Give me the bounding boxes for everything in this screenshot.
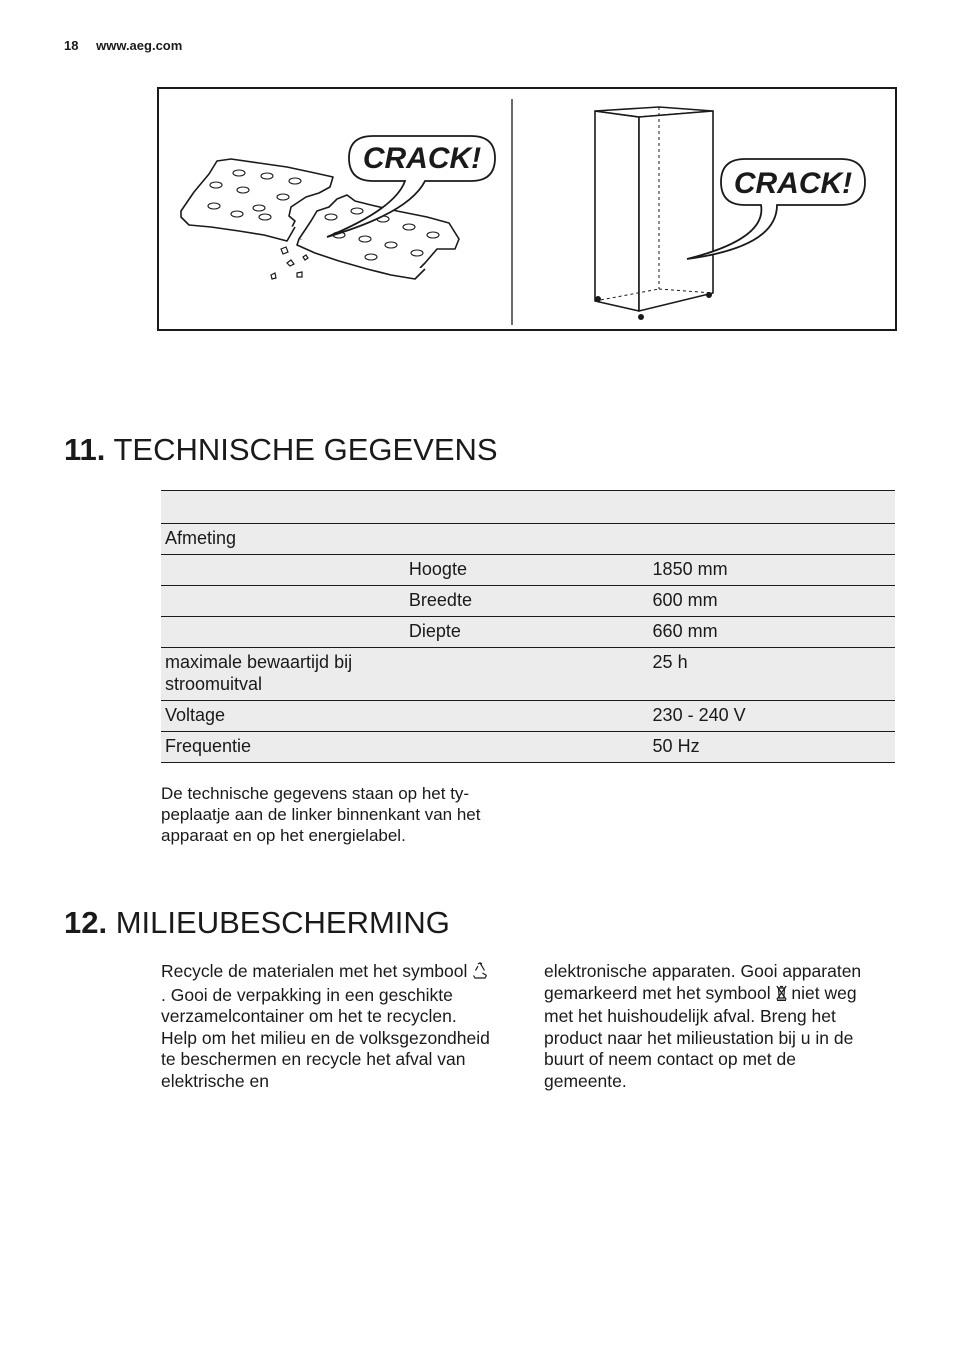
table-row: [161, 732, 895, 763]
table-cell: 50 Hz: [649, 732, 895, 763]
section-12-heading: MILIEUBESCHERMING: [115, 905, 450, 940]
table-cell: [649, 491, 895, 524]
table-cell: maximale bewaartijd bij stroomuitval: [161, 648, 405, 701]
table-row: [161, 524, 895, 555]
table-row: [161, 648, 895, 701]
table-cell: [405, 648, 649, 701]
table-cell: 25 h: [649, 648, 895, 701]
environment-right-column: [544, 961, 864, 1092]
table-row: [161, 555, 895, 586]
table-row: [161, 586, 895, 617]
page-number: 18: [64, 38, 79, 53]
left-crack-text: CRACK!: [362, 142, 482, 175]
table-cell: 660 mm: [649, 617, 895, 648]
recycle-icon: [472, 962, 488, 985]
recycle-text-1: Recycle de materialen met het symbool: [161, 961, 468, 981]
site-url: www.aeg.com: [96, 38, 183, 53]
section-12-number: 12.: [64, 905, 108, 940]
ice-fragments: [271, 247, 308, 279]
table-row: [161, 491, 895, 524]
table-cell: Hoogte: [405, 555, 649, 586]
table-cell: [405, 491, 649, 524]
fridge-icon: [595, 107, 713, 311]
ice-tray-right-half: [297, 195, 459, 279]
table-cell: [649, 524, 895, 555]
help-paragraph: Help om het milieu en de volksgezondheid te beschermen en recycle het afval van elektrische en: [161, 1027, 490, 1091]
table-cell: Afmeting: [161, 524, 405, 555]
table-row: [161, 701, 895, 732]
weee-paragraph: [544, 961, 864, 1092]
table-cell: [161, 617, 405, 648]
section-12-title: [64, 905, 450, 941]
table-cell: 1850 mm: [649, 555, 895, 586]
table-cell: 600 mm: [649, 586, 895, 617]
right-crack-text: CRACK!: [733, 167, 853, 200]
weee-text-1: elektronische apparaten. Gooi apparaten gemarkeerd met het symbool: [544, 961, 862, 1003]
table-cell: [161, 586, 405, 617]
table-cell: [161, 555, 405, 586]
crossed-bin-icon: [776, 985, 787, 1007]
weee-text-2: niet weg met het huishoudelijk afval. Breng het product naar het milieustation bij u in de buurt of neem contact op met de gemeente.: [544, 982, 857, 1091]
technical-data-table: [161, 490, 895, 763]
table-row: [161, 617, 895, 648]
table-cell: Frequentie: [161, 732, 405, 763]
environment-left-column: [161, 961, 491, 1092]
table-cell: [161, 491, 405, 524]
table-cell: Breedte: [405, 586, 649, 617]
table-cell: Voltage: [161, 701, 405, 732]
table-cell: [405, 701, 649, 732]
recycle-text-2: . Gooi de verpakking in een geschikte verzamelcontainer om het te recyclen.: [161, 984, 457, 1026]
page-header: [64, 38, 182, 53]
table-cell: Diepte: [405, 617, 649, 648]
table-cell: 230 - 240 V: [649, 701, 895, 732]
table-cell: [405, 524, 649, 555]
rating-plate-note: De technische gegevens staan op het ty-peplaatje aan de linker binnenkant van het apparaat en op het energielabel.: [161, 784, 481, 845]
crack-illustration: [157, 87, 897, 331]
section-11-number: 11.: [64, 432, 106, 467]
illustration-svg: [159, 89, 895, 329]
recycle-paragraph: [161, 961, 491, 1028]
section-11-heading: TECHNISCHE GEGEVENS: [113, 432, 498, 467]
section-11-title: [64, 432, 498, 468]
table-cell: [405, 732, 649, 763]
